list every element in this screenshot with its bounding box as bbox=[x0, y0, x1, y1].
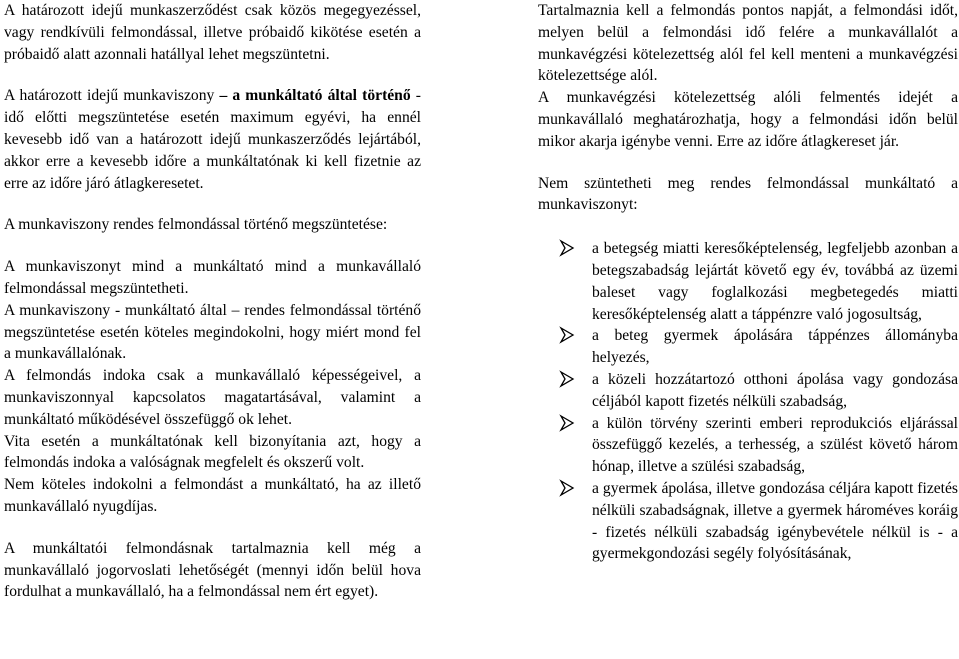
paragraph-grounds: A felmondás indoka csak a munkavállaló képességeivel, a munkaviszonnyal kapcsolatos magatartásával, valamint a munkáltató működésével összefüggő ok lehet. bbox=[4, 367, 421, 428]
left-column bbox=[4, 0, 421, 603]
paragraph-burden-of-proof: Vita esetén a munkáltatónak kell bizonyítania azt, hogy a felmondás indoka a valóságnak megfelelt és okszerű volt. bbox=[4, 432, 421, 472]
list-item bbox=[538, 413, 958, 478]
protected-periods-list bbox=[538, 238, 958, 565]
paragraph-exemption-period: A munkavégzési kötelezettség alóli felmentés idejét a munkavállaló meghatározhatja, hogy a felmondási időn belül mikor akarja igénybe venni. Erre az időre átlagkereset jár. bbox=[538, 89, 958, 150]
paragraph-protected-heading: Nem szüntetheti meg rendes felmondással munkáltató a munkaviszonyt: bbox=[538, 174, 958, 214]
arrowhead-bullet-icon bbox=[558, 326, 576, 344]
list-item-text: a közeli hozzátartozó otthoni ápolása vagy gondozása céljából kapott fizetés nélküli szabadság, bbox=[592, 370, 958, 410]
paragraph-fixed-term-termination: A határozott idejű munkaszerződést csak közös megegyezéssel, vagy rendkívüli felmondással, illetve próbaidő kikötése esetén a próbaidő alatt azonnali hatállyal lehet megszüntetni. bbox=[4, 2, 421, 63]
list-item-text: a külön törvény szerinti emberi reprodukciós eljárással összefüggő kezelés, a terhesség, a szülést követő három hónap, illetve a szülési szabadság, bbox=[592, 414, 958, 476]
list-item-text: a gyermek ápolása, illetve gondozása céljára kapott fizetés nélküli szabadságnak, illetve a gyermek hároméves koráig - fizetés nélküli szabadság igénybevétele nélkül is - a gyermekgondozási segély folyósításának, bbox=[592, 479, 958, 563]
list-item bbox=[538, 478, 958, 565]
list-item bbox=[538, 238, 958, 325]
list-item-text: a beteg gyermek ápolására táppénzes állományba helyezés, bbox=[592, 327, 958, 367]
paragraph-fixed-term-employer-rest: - idő előtti megszüntetése esetén maximum egyévi, ha ennél kevesebb idő van a határozott idejű munkaszerződés lejártából, akkor erre a kevesebb időre a munkáltatónak ki kell fizetnie az erre az időre járó átlagkeresetet. bbox=[4, 87, 421, 192]
paragraph-notice-content: Tartalmaznia kell a felmondás pontos napját, a felmondási időt, melyen belül a felmondási idő felére a munkavállalót a munkavégzési kötelezettség alól fel kell menteni a munkavégzési kötelezettsége alól. bbox=[538, 2, 958, 85]
paragraph-justification: A munkaviszony - munkáltató által – rendes felmondással történő megszüntetése esetén köteles megindokolni, hogy miért mond fel a munkavállalónak. bbox=[4, 301, 421, 363]
paragraph-fixed-term-employer-start: A határozott idejű munkaviszony bbox=[4, 87, 220, 105]
list-item-text: a betegség miatti keresőképtelenség, legfeljebb azonban a betegszabadság lejártát követő egy év, továbbá az üzemi baleset vagy foglalkozási megbetegedés miatti keresőképtelenség alatt a táppénzre való jogosultság, bbox=[592, 240, 958, 323]
list-item bbox=[538, 369, 958, 413]
arrowhead-bullet-icon bbox=[558, 414, 576, 432]
list-item bbox=[538, 325, 958, 369]
arrowhead-bullet-icon bbox=[558, 479, 576, 497]
paragraph-pensioner: Nem köteles indokolni a felmondást a munkáltató, ha az illető munkavállaló nyugdíjas. bbox=[4, 476, 421, 515]
paragraph-ordinary-notice-heading: A munkaviszony rendes felmondással történő megszüntetése: bbox=[4, 216, 388, 234]
paragraph-both-parties: A munkaviszonyt mind a munkáltató mind a munkavállaló felmondással megszüntetheti. bbox=[4, 258, 421, 297]
arrowhead-bullet-icon bbox=[558, 370, 576, 388]
right-column bbox=[538, 0, 958, 565]
paragraph-fixed-term-employer-bold: – a munkáltató által történő bbox=[219, 87, 411, 105]
paragraph-fixed-term-employer bbox=[4, 85, 421, 194]
arrowhead-bullet-icon bbox=[558, 239, 576, 257]
paragraph-remedy: A munkáltatói felmondásnak tartalmaznia kell még a munkavállaló jogorvoslati lehetőségét (mennyi időn belül hova fordulhat a munkavállaló, ha a felmondással nem ért egyet). bbox=[4, 539, 421, 601]
